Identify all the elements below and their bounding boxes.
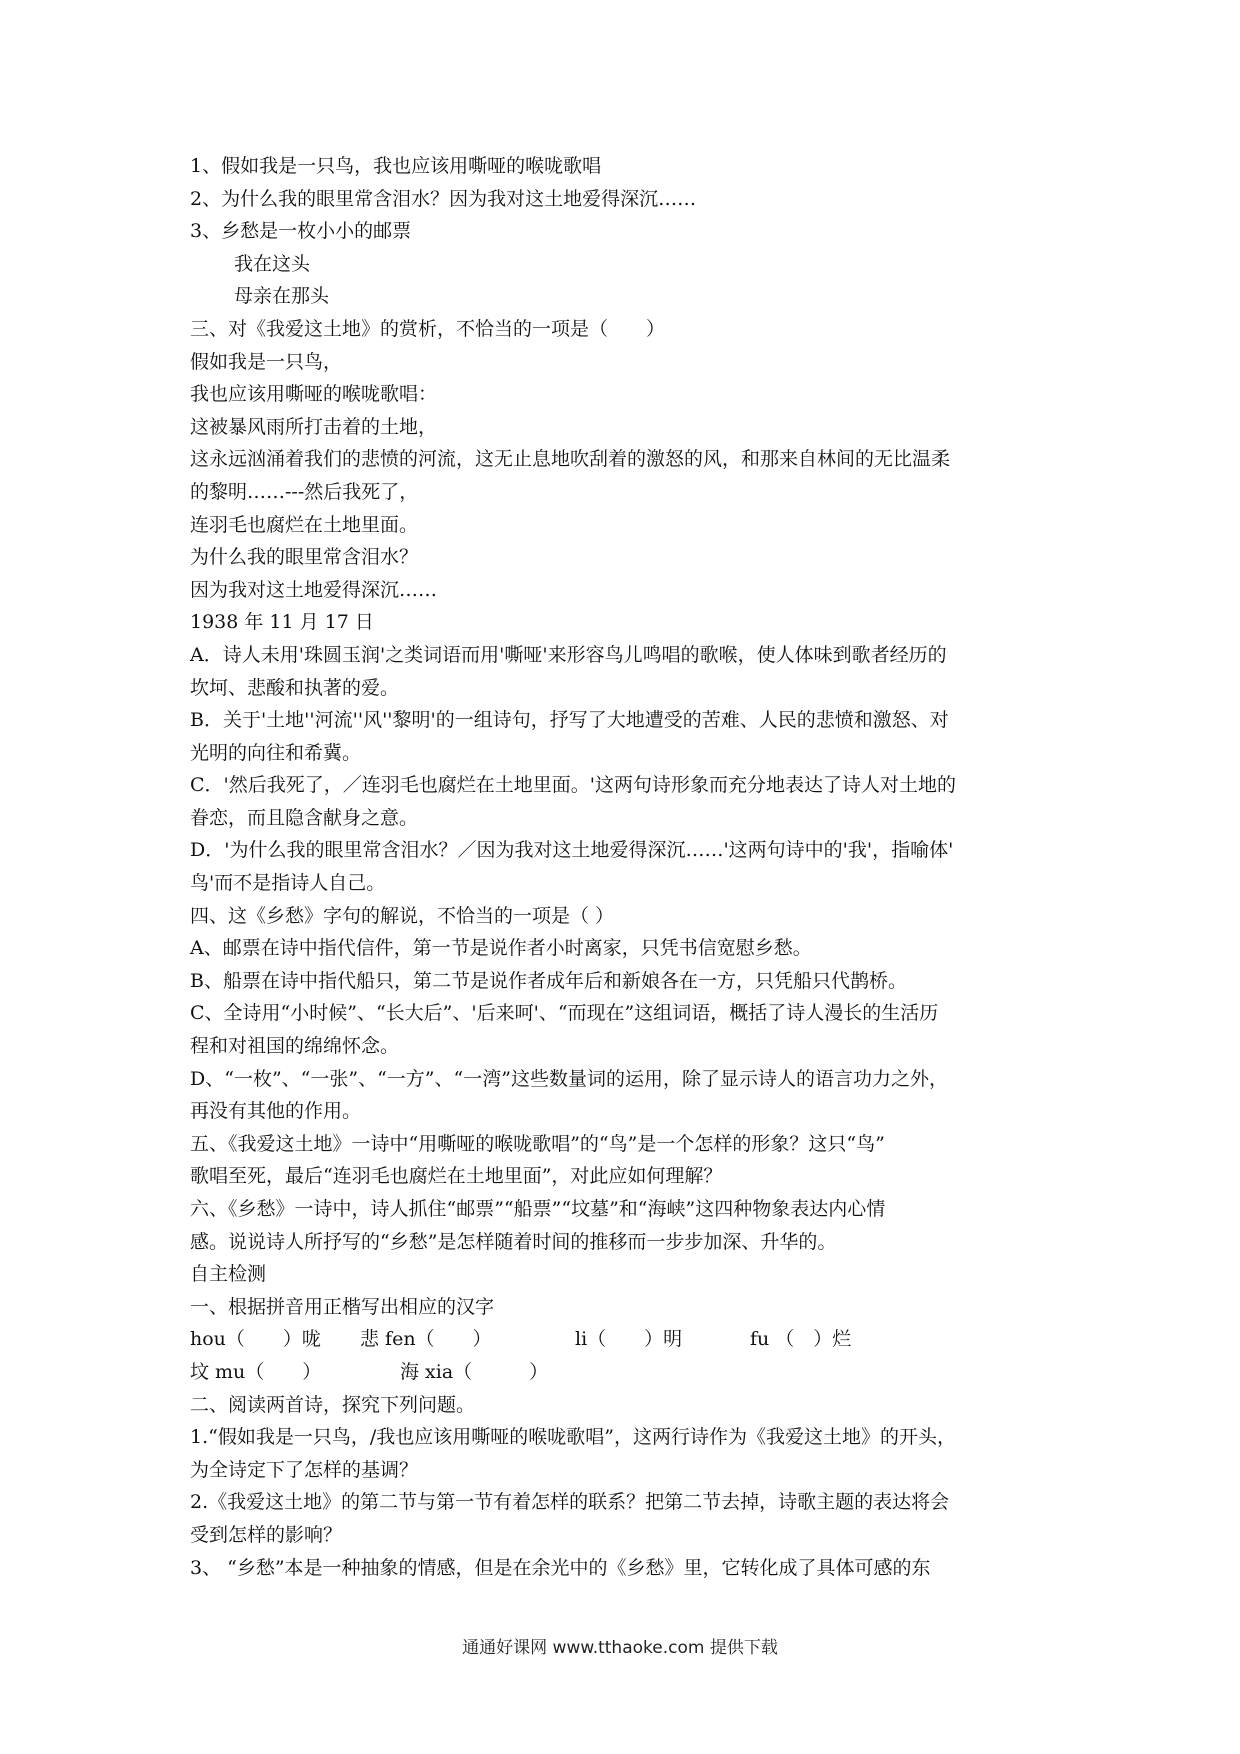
text-line: 3、 “乡愁”本是一种抽象的情感，但是在余光中的《乡愁》里，它转化成了具体可感的东 [190,1556,931,1579]
pinyin-blank: hou（ ）咙 [190,1328,321,1351]
question-heading: 二、阅读两首诗，探究下列问题。 [190,1393,476,1416]
poem-line: 为什么我的眼里常含泪水？ [190,546,419,569]
text-line: 为全诗定下了怎样的基调？ [190,1458,419,1481]
text-line: 受到怎样的影响？ [190,1523,343,1546]
text-line: 1.“假如我是一只鸟，/我也应该用嘶哑的喉咙歌唱”，这两行诗作为《我爱这土地》的开头， [190,1426,956,1449]
poem-date: 1938 年 11 月 17 日 [190,611,374,634]
question-heading: 五、《我爱这土地》一诗中“用嘶哑的喉咙歌唱”的“鸟”是一个怎样的形象？这只“鸟” [190,1132,885,1155]
option-line: B．关于'土地''河流''风''黎明'的一组诗句，抒写了大地遭受的苦难、人民的悲愤和激怒、对 [190,709,949,732]
pinyin-row [190,1356,1060,1389]
poem-line: 假如我是一只鸟， [190,350,343,373]
text-line: 感。说说诗人所抒写的“乡愁”是怎样随着时间的推移而一步步加深、升华的。 [190,1230,837,1253]
poem-line: 的黎明……---然后我死了， [190,480,419,503]
poem-line: 这永远汹涌着我们的悲愤的河流，这无止息地吹刮着的激怒的风，和那来自林间的无比温柔 [190,448,951,471]
option-line: 坎坷、悲酸和执著的爱。 [190,676,400,699]
option-line: 再没有其他的作用。 [190,1100,362,1123]
text-line: 3、乡愁是一枚小小的邮票 [190,220,412,243]
option-line: 程和对祖国的绵绵怀念。 [190,1035,400,1058]
option-line: A、邮票在诗中指代信件，第一节是说作者小时离家，只凭书信宽慰乡愁。 [190,937,812,960]
pinyin-blank: fu （ ）烂 [750,1328,852,1351]
text-line: 母亲在那头 [234,285,330,308]
option-line: 眷恋，而且隐含献身之意。 [190,806,419,829]
text-line: 1、假如我是一只鸟，我也应该用嘶哑的喉咙歌唱 [190,155,602,177]
poem-line: 因为我对这土地爱得深沉…… [190,578,438,601]
option-line: D．'为什么我的眼里常含泪水？／因为我对这土地爱得深沉……'这两句诗中的'我'，指喻体' [190,839,954,862]
option-line: A．诗人未用'珠圆玉润'之类词语而用'嘶哑'来形容鸟儿鸣唱的歌喉，使人体味到歌者经历的 [190,643,947,666]
poem-line: 这被暴风雨所打击着的土地， [190,415,438,438]
option-line: 鸟'而不是指诗人自己。 [190,872,386,895]
pinyin-blank: 海 xia（ ） [400,1360,549,1383]
text-line: 我在这头 [234,252,311,275]
poem-line: 我也应该用嘶哑的喉咙歌唱： [190,383,438,406]
text-line: 歌唱至死，最后“连羽毛也腐烂在土地里面”，对此应如何理解？ [190,1165,723,1188]
option-line: 光明的向往和希冀。 [190,741,362,764]
text-line: 2.《我爱这土地》的第二节与第一节有着怎样的联系？把第二节去掉，诗歌主题的表达将会 [190,1491,950,1514]
option-line: C．'然后我死了，／连羽毛也腐烂在土地里面。'这两句诗形象而充分地表达了诗人对土地的 [190,774,956,797]
question-heading: 一、根据拼音用正楷写出相应的汉字 [190,1295,495,1318]
page-footer: 通通好课网 www.tthaoke.com 提供下载 [462,1638,778,1658]
pinyin-blank: li（ ）明 [575,1328,683,1351]
option-line: B、船票在诗中指代船只，第二节是说作者成年后和新娘各在一方，只凭船只代鹊桥。 [190,969,907,992]
pinyin-blank: 坟 mu（ ） [190,1360,322,1383]
section-heading: 自主检测 [190,1263,267,1286]
pinyin-row [190,1323,1060,1356]
document-body [190,150,1060,1584]
poem-line: 连羽毛也腐烂在土地里面。 [190,513,419,536]
question-heading: 三、对《我爱这土地》的赏析，不恰当的一项是（ ） [190,317,666,340]
question-heading: 四、这《乡愁》字句的解说，不恰当的一项是（ ） [190,904,615,927]
pinyin-blank: 悲 fen（ ） [360,1328,492,1351]
text-line: 2、为什么我的眼里常含泪水？因为我对这土地爱得深沉…… [190,187,697,210]
option-line: D、“一枚”、“一张”、“一方”、“一湾”这些数量词的运用，除了显示诗人的语言功力之外， [190,1067,948,1090]
question-heading: 六、《乡愁》一诗中，诗人抓住“邮票”“船票”“坟墓”和“海峡”这四种物象表达内心情 [190,1198,886,1220]
option-line: C、全诗用“小时候”、“长大后”、'后来呵'、“而现在”这组词语，概括了诗人漫长的生活历 [190,1002,939,1025]
